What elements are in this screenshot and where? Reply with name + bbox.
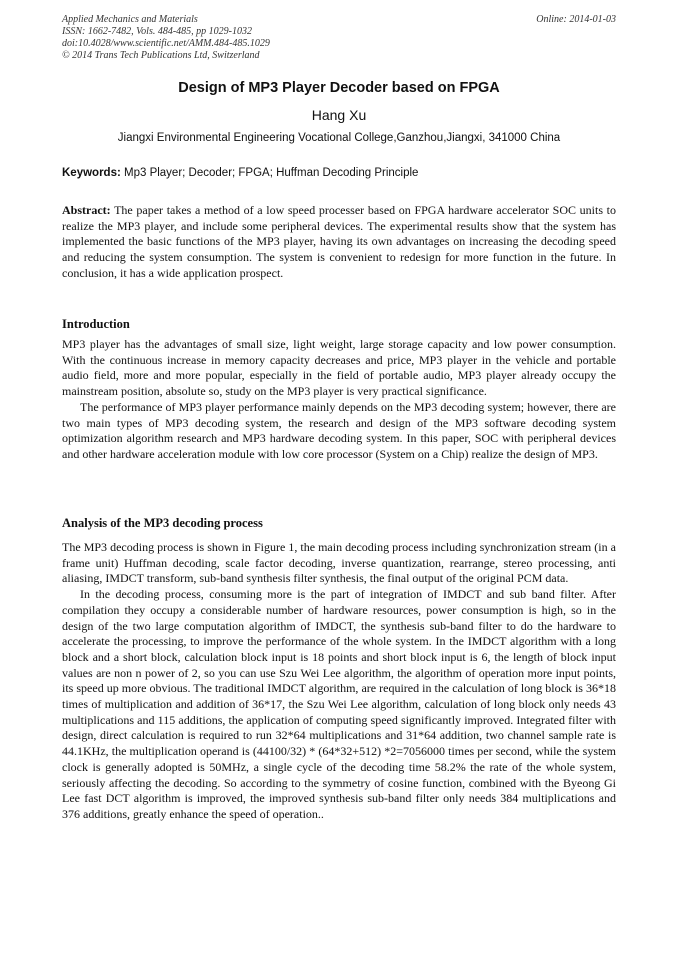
abstract-label: Abstract: [62,203,111,217]
section-heading-introduction: Introduction [62,317,130,331]
paragraph: The performance of MP3 player performance mainly depends on the MP3 decoding system; however, there are two main types of MP3 decoding system, the research and design of the MP3 software decoding system optimization algorithm research and MP3 hardware decoding system. In this paper, SOC with peripheral devices and other hardware acceleration module with low core processor (System on a Chip) realize the design of MP3. [62,399,616,461]
paper-title: Design of MP3 Player Decoder based on FPGA [178,80,500,96]
journal-header [62,14,616,62]
abstract-block [62,203,616,282]
abstract-text: The paper takes a method of a low speed processer based on FPGA hardware accelerator SOC units to realize the MP3 player, and include some peripheral devices. The experimental results show that the system has implemented the basic functions of the MP3 player, having its own advantages on increasing the decoding speed and reducing the system consumption. The system is convenient to redesign for more function in the future. In conclusion, it has a wide application prospect. [62,203,616,280]
author-name: Hang Xu [311,107,367,123]
copyright-line: © 2014 Trans Tech Publications Ltd, Switzerland [62,50,260,61]
keywords-line [62,167,616,179]
journal-name: Applied Mechanics and Materials [62,14,198,25]
paragraph: The MP3 decoding process is shown in Figure 1, the main decoding process including synchronization stream (in a frame unit) Huffman decoding, scale factor decoding, inverse quantization, rearrange, stereo processing, anti aliasing, IMDCT transform, sub-band synthesis filter synthesis, the final output of the original PCM data. [62,540,616,586]
section-heading-analysis: Analysis of the MP3 decoding process [62,516,263,530]
affiliation: Jiangxi Environmental Engineering Vocational College,Ganzhou,Jiangxi, 341000 China [117,132,561,144]
analysis-body [62,540,616,823]
keywords-label: Keywords: [62,167,121,179]
issn-line: ISSN: 1662-7482, Vols. 484-485, pp 1029-1032 [62,26,252,37]
paragraph: MP3 player has the advantages of small size, light weight, large storage capacity and low power consumption. With the continuous increase in memory capacity decreases and price, MP3 player in the vehicle and portable audio field, more and more popular, especially in the field of portable audio, MP3 player already occupy the mainstream position, absolute so, study on the MP3 player is very practical significance. [62,337,616,399]
online-date: Online: 2014-01-03 [536,14,616,25]
paragraph: In the decoding process, consuming more is the part of integration of IMDCT and sub band filter. After compilation they occupy a considerable number of hardware resources, power consumption is high, so in the design of the two large computation algorithm of IMDCT, the synthesis sub-band filter to do the hardware to accelerate the processing, to improve the performance of the whole system. In the IMDCT algorithm with a long block and a short block, calculation block input is 18 points and short block input is 6, the length of block input values are non n power of 2, so you can use Szu Wei Lee algorithm, the algorithm of operation more input points, its speed up more obvious. The traditional IMDCT algorithm, are required in the calculation of long block is 36*18 times of multiplication and addition of 36*17, the Szu Wei Lee algorithm, calculation of long block only needs 43 multiplications and 115 additions, the application of computing speed significantly improved. Integrated filter with design, direct calculation is required to run 32*64 multiplications and 31*64 addition, two channel sample rate is 44.1KHz, the multiplication operand is (44100/32) * (64*32+512) *2=7056000 times per second, while the system clock is generally adopted is 50MHz, a single cycle of the decoding time 58.2% the rate of the whole system, seriously affecting the decoding. So according to the symmetry of cosine function, combined with the Byeong Gi Lee fast DCT algorithm is improved, the improved synthesis sub-band filter only needs 384 multiplications and 376 additions, greatly enhance the speed of operation.. [62,587,616,821]
doi-line: doi:10.4028/www.scientific.net/AMM.484-485.1029 [62,38,270,49]
keywords-text: Mp3 Player; Decoder; FPGA; Huffman Decoding Principle [124,167,419,179]
introduction-body [62,337,616,463]
